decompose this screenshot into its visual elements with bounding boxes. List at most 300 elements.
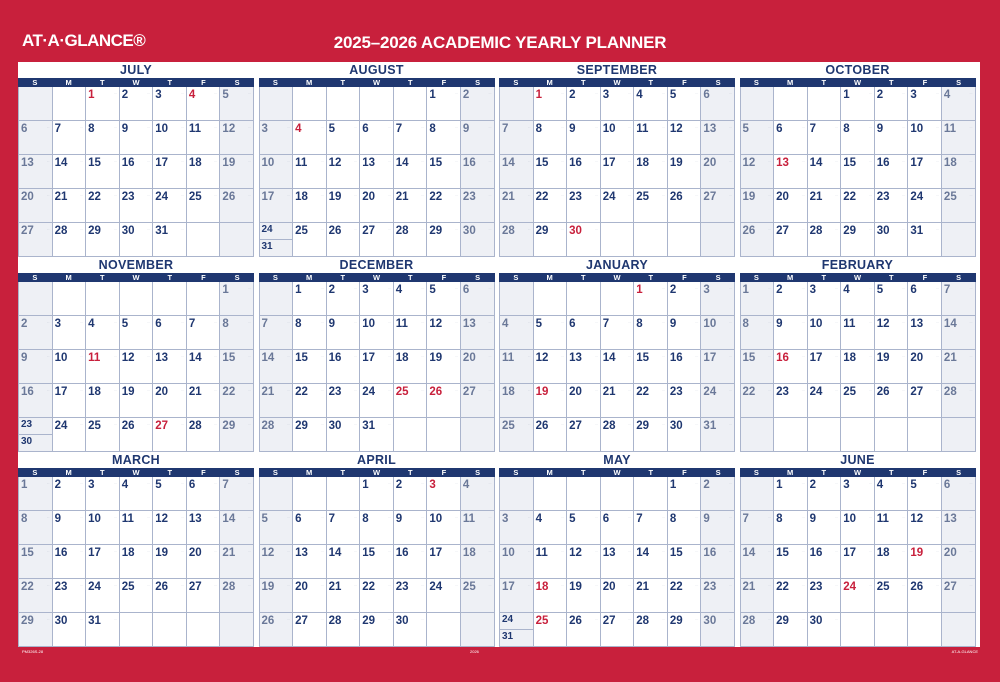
day-cell[interactable] xyxy=(86,223,120,257)
day-cell[interactable] xyxy=(567,350,601,384)
day-cell[interactable] xyxy=(461,121,495,155)
day-cell[interactable] xyxy=(841,477,875,511)
day-cell[interactable] xyxy=(360,223,394,257)
day-cell[interactable] xyxy=(634,545,668,579)
day-cell[interactable] xyxy=(120,316,154,350)
day-cell[interactable] xyxy=(534,189,568,223)
day-cell[interactable] xyxy=(668,384,702,418)
day-cell[interactable] xyxy=(461,384,495,418)
day-cell[interactable] xyxy=(567,282,601,316)
day-cell[interactable] xyxy=(601,350,635,384)
day-cell[interactable] xyxy=(86,155,120,189)
day-cell[interactable] xyxy=(601,121,635,155)
day-cell[interactable] xyxy=(461,418,495,452)
day-cell[interactable] xyxy=(601,477,635,511)
day-cell[interactable] xyxy=(461,282,495,316)
day-cell[interactable] xyxy=(534,384,568,418)
day-cell[interactable] xyxy=(293,155,327,189)
day-cell[interactable] xyxy=(187,579,221,613)
day-cell[interactable] xyxy=(427,545,461,579)
day-cell[interactable] xyxy=(774,418,808,452)
day-cell[interactable] xyxy=(153,121,187,155)
day-cell[interactable] xyxy=(327,350,361,384)
day-cell[interactable] xyxy=(19,418,53,452)
day-cell[interactable] xyxy=(53,418,87,452)
day-cell[interactable] xyxy=(153,155,187,189)
day-cell[interactable] xyxy=(701,384,735,418)
day-cell[interactable] xyxy=(187,282,221,316)
day-cell[interactable] xyxy=(841,121,875,155)
day-cell[interactable] xyxy=(701,477,735,511)
day-cell[interactable] xyxy=(741,477,775,511)
day-cell[interactable] xyxy=(601,155,635,189)
day-cell[interactable] xyxy=(601,189,635,223)
day-cell[interactable] xyxy=(187,155,221,189)
day-cell[interactable] xyxy=(601,418,635,452)
day-cell[interactable] xyxy=(875,545,909,579)
day-cell[interactable] xyxy=(942,350,976,384)
day-cell[interactable] xyxy=(841,316,875,350)
day-cell[interactable] xyxy=(120,511,154,545)
day-cell[interactable] xyxy=(461,613,495,647)
day-cell[interactable] xyxy=(908,477,942,511)
day-cell[interactable] xyxy=(701,316,735,350)
day-cell[interactable] xyxy=(668,316,702,350)
day-cell[interactable] xyxy=(427,282,461,316)
day-cell[interactable] xyxy=(841,87,875,121)
day-cell[interactable] xyxy=(774,155,808,189)
day-cell[interactable] xyxy=(461,316,495,350)
day-cell[interactable] xyxy=(908,384,942,418)
day-cell[interactable] xyxy=(327,545,361,579)
day-cell[interactable] xyxy=(567,223,601,257)
day-cell[interactable] xyxy=(260,384,294,418)
day-cell[interactable] xyxy=(86,121,120,155)
day-cell[interactable] xyxy=(942,282,976,316)
day-cell[interactable] xyxy=(220,189,254,223)
day-cell[interactable] xyxy=(427,579,461,613)
day-cell[interactable] xyxy=(942,579,976,613)
day-cell[interactable] xyxy=(153,350,187,384)
day-cell[interactable] xyxy=(601,87,635,121)
day-cell[interactable] xyxy=(394,384,428,418)
day-cell[interactable] xyxy=(774,579,808,613)
day-cell[interactable] xyxy=(808,282,842,316)
day-cell[interactable] xyxy=(701,579,735,613)
day-cell[interactable] xyxy=(394,418,428,452)
day-cell[interactable] xyxy=(634,418,668,452)
day-cell[interactable] xyxy=(841,613,875,647)
day-cell[interactable] xyxy=(427,189,461,223)
day-cell[interactable] xyxy=(534,121,568,155)
day-cell[interactable] xyxy=(327,87,361,121)
day-cell[interactable] xyxy=(601,316,635,350)
day-cell[interactable] xyxy=(942,121,976,155)
day-cell[interactable] xyxy=(260,477,294,511)
day-cell[interactable] xyxy=(875,282,909,316)
day-cell[interactable] xyxy=(461,87,495,121)
day-cell[interactable] xyxy=(942,384,976,418)
day-cell[interactable] xyxy=(293,384,327,418)
day-cell[interactable] xyxy=(394,316,428,350)
day-cell[interactable] xyxy=(908,121,942,155)
day-cell[interactable] xyxy=(293,121,327,155)
day-cell[interactable] xyxy=(875,613,909,647)
day-cell[interactable] xyxy=(53,87,87,121)
day-cell[interactable] xyxy=(260,155,294,189)
day-cell[interactable] xyxy=(120,579,154,613)
day-cell[interactable] xyxy=(427,511,461,545)
day-cell[interactable] xyxy=(53,316,87,350)
day-cell[interactable] xyxy=(220,87,254,121)
day-cell[interactable] xyxy=(220,511,254,545)
day-cell[interactable] xyxy=(875,316,909,350)
day-cell[interactable] xyxy=(668,545,702,579)
day-cell[interactable] xyxy=(360,477,394,511)
day-cell[interactable] xyxy=(461,155,495,189)
day-cell[interactable] xyxy=(875,579,909,613)
day-cell[interactable] xyxy=(461,477,495,511)
day-cell[interactable] xyxy=(875,155,909,189)
day-cell[interactable] xyxy=(808,511,842,545)
day-cell[interactable] xyxy=(394,189,428,223)
day-cell[interactable] xyxy=(461,511,495,545)
day-cell[interactable] xyxy=(260,350,294,384)
day-cell[interactable] xyxy=(19,511,53,545)
day-cell[interactable] xyxy=(701,511,735,545)
day-cell[interactable] xyxy=(808,350,842,384)
day-cell[interactable] xyxy=(668,579,702,613)
day-cell[interactable] xyxy=(534,350,568,384)
day-cell[interactable] xyxy=(534,579,568,613)
day-cell[interactable] xyxy=(327,477,361,511)
day-cell[interactable] xyxy=(360,613,394,647)
day-cell[interactable] xyxy=(327,189,361,223)
day-cell[interactable] xyxy=(908,545,942,579)
day-cell[interactable] xyxy=(260,87,294,121)
day-cell[interactable] xyxy=(53,613,87,647)
day-cell[interactable] xyxy=(875,223,909,257)
day-cell[interactable] xyxy=(327,384,361,418)
day-cell[interactable] xyxy=(875,87,909,121)
day-cell[interactable] xyxy=(220,545,254,579)
day-cell[interactable] xyxy=(534,511,568,545)
day-cell[interactable] xyxy=(19,121,53,155)
day-cell[interactable] xyxy=(427,384,461,418)
day-cell[interactable] xyxy=(908,418,942,452)
day-cell[interactable] xyxy=(701,155,735,189)
day-cell[interactable] xyxy=(567,189,601,223)
day-cell[interactable] xyxy=(260,189,294,223)
day-cell[interactable] xyxy=(120,350,154,384)
day-cell[interactable] xyxy=(120,282,154,316)
day-cell[interactable] xyxy=(942,418,976,452)
day-cell[interactable] xyxy=(841,384,875,418)
day-cell[interactable] xyxy=(668,223,702,257)
day-cell[interactable] xyxy=(427,121,461,155)
day-cell[interactable] xyxy=(187,223,221,257)
day-cell[interactable] xyxy=(187,87,221,121)
day-cell[interactable] xyxy=(634,121,668,155)
day-cell[interactable] xyxy=(741,384,775,418)
day-cell[interactable] xyxy=(220,579,254,613)
day-cell[interactable] xyxy=(86,477,120,511)
day-cell[interactable] xyxy=(53,282,87,316)
day-cell[interactable] xyxy=(19,350,53,384)
day-cell[interactable] xyxy=(86,350,120,384)
day-cell[interactable] xyxy=(567,511,601,545)
day-cell[interactable] xyxy=(741,316,775,350)
day-cell[interactable] xyxy=(220,282,254,316)
day-cell[interactable] xyxy=(500,579,534,613)
day-cell[interactable] xyxy=(293,189,327,223)
day-cell[interactable] xyxy=(86,418,120,452)
day-cell[interactable] xyxy=(774,121,808,155)
day-cell[interactable] xyxy=(394,121,428,155)
day-cell[interactable] xyxy=(19,477,53,511)
day-cell[interactable] xyxy=(120,418,154,452)
day-cell[interactable] xyxy=(360,155,394,189)
day-cell[interactable] xyxy=(808,155,842,189)
day-cell[interactable] xyxy=(701,189,735,223)
day-cell[interactable] xyxy=(500,189,534,223)
day-cell[interactable] xyxy=(567,316,601,350)
day-cell[interactable] xyxy=(153,282,187,316)
day-cell[interactable] xyxy=(427,223,461,257)
day-cell[interactable] xyxy=(741,282,775,316)
day-cell[interactable] xyxy=(500,316,534,350)
day-cell[interactable] xyxy=(360,545,394,579)
day-cell[interactable] xyxy=(120,384,154,418)
day-cell[interactable] xyxy=(260,579,294,613)
day-cell[interactable] xyxy=(187,511,221,545)
day-cell[interactable] xyxy=(327,511,361,545)
day-cell[interactable] xyxy=(875,511,909,545)
day-cell[interactable] xyxy=(153,87,187,121)
day-cell[interactable] xyxy=(394,511,428,545)
day-cell[interactable] xyxy=(293,511,327,545)
day-cell[interactable] xyxy=(908,223,942,257)
day-cell[interactable] xyxy=(942,613,976,647)
day-cell[interactable] xyxy=(668,511,702,545)
day-cell[interactable] xyxy=(601,579,635,613)
day-cell[interactable] xyxy=(293,579,327,613)
day-cell[interactable] xyxy=(220,316,254,350)
day-cell[interactable] xyxy=(634,511,668,545)
day-cell[interactable] xyxy=(774,316,808,350)
day-cell[interactable] xyxy=(187,121,221,155)
day-cell[interactable] xyxy=(774,511,808,545)
day-cell[interactable] xyxy=(567,87,601,121)
day-cell[interactable] xyxy=(908,350,942,384)
day-cell[interactable] xyxy=(120,121,154,155)
day-cell[interactable] xyxy=(327,579,361,613)
day-cell[interactable] xyxy=(668,282,702,316)
day-cell[interactable] xyxy=(701,545,735,579)
day-cell[interactable] xyxy=(500,121,534,155)
day-cell[interactable] xyxy=(19,613,53,647)
day-cell[interactable] xyxy=(360,121,394,155)
day-cell[interactable] xyxy=(567,384,601,418)
day-cell[interactable] xyxy=(942,316,976,350)
day-cell[interactable] xyxy=(567,155,601,189)
day-cell[interactable] xyxy=(327,223,361,257)
day-cell[interactable] xyxy=(153,511,187,545)
day-cell[interactable] xyxy=(534,613,568,647)
day-cell[interactable] xyxy=(187,189,221,223)
day-cell[interactable] xyxy=(293,316,327,350)
day-cell[interactable] xyxy=(741,87,775,121)
day-cell[interactable] xyxy=(260,282,294,316)
day-cell[interactable] xyxy=(220,155,254,189)
day-cell[interactable] xyxy=(461,223,495,257)
day-cell[interactable] xyxy=(741,223,775,257)
day-cell[interactable] xyxy=(875,189,909,223)
day-cell[interactable] xyxy=(187,418,221,452)
day-cell[interactable] xyxy=(427,350,461,384)
day-cell[interactable] xyxy=(942,189,976,223)
day-cell[interactable] xyxy=(86,316,120,350)
day-cell[interactable] xyxy=(567,579,601,613)
day-cell[interactable] xyxy=(327,613,361,647)
day-cell[interactable] xyxy=(668,418,702,452)
day-cell[interactable] xyxy=(427,87,461,121)
day-cell[interactable] xyxy=(634,189,668,223)
day-cell[interactable] xyxy=(774,87,808,121)
day-cell[interactable] xyxy=(86,579,120,613)
day-cell[interactable] xyxy=(808,477,842,511)
day-cell[interactable] xyxy=(293,545,327,579)
day-cell[interactable] xyxy=(120,545,154,579)
day-cell[interactable] xyxy=(875,384,909,418)
day-cell[interactable] xyxy=(808,87,842,121)
day-cell[interactable] xyxy=(841,579,875,613)
day-cell[interactable] xyxy=(774,350,808,384)
day-cell[interactable] xyxy=(701,418,735,452)
day-cell[interactable] xyxy=(360,189,394,223)
day-cell[interactable] xyxy=(634,155,668,189)
day-cell[interactable] xyxy=(668,613,702,647)
day-cell[interactable] xyxy=(908,579,942,613)
day-cell[interactable] xyxy=(500,545,534,579)
day-cell[interactable] xyxy=(567,477,601,511)
day-cell[interactable] xyxy=(668,350,702,384)
day-cell[interactable] xyxy=(220,223,254,257)
day-cell[interactable] xyxy=(908,511,942,545)
day-cell[interactable] xyxy=(601,511,635,545)
day-cell[interactable] xyxy=(153,189,187,223)
day-cell[interactable] xyxy=(534,87,568,121)
day-cell[interactable] xyxy=(701,223,735,257)
day-cell[interactable] xyxy=(567,418,601,452)
day-cell[interactable] xyxy=(741,189,775,223)
day-cell[interactable] xyxy=(741,579,775,613)
day-cell[interactable] xyxy=(601,384,635,418)
day-cell[interactable] xyxy=(19,223,53,257)
day-cell[interactable] xyxy=(427,316,461,350)
day-cell[interactable] xyxy=(293,87,327,121)
day-cell[interactable] xyxy=(567,613,601,647)
day-cell[interactable] xyxy=(601,613,635,647)
day-cell[interactable] xyxy=(774,282,808,316)
day-cell[interactable] xyxy=(774,545,808,579)
day-cell[interactable] xyxy=(534,282,568,316)
day-cell[interactable] xyxy=(741,545,775,579)
day-cell[interactable] xyxy=(741,350,775,384)
day-cell[interactable] xyxy=(53,223,87,257)
day-cell[interactable] xyxy=(634,282,668,316)
day-cell[interactable] xyxy=(86,384,120,418)
day-cell[interactable] xyxy=(360,350,394,384)
day-cell[interactable] xyxy=(360,511,394,545)
day-cell[interactable] xyxy=(500,350,534,384)
day-cell[interactable] xyxy=(427,418,461,452)
day-cell[interactable] xyxy=(360,418,394,452)
day-cell[interactable] xyxy=(741,155,775,189)
day-cell[interactable] xyxy=(53,350,87,384)
day-cell[interactable] xyxy=(634,223,668,257)
day-cell[interactable] xyxy=(808,613,842,647)
day-cell[interactable] xyxy=(841,545,875,579)
day-cell[interactable] xyxy=(908,282,942,316)
day-cell[interactable] xyxy=(187,350,221,384)
day-cell[interactable] xyxy=(394,87,428,121)
day-cell[interactable] xyxy=(394,282,428,316)
day-cell[interactable] xyxy=(220,418,254,452)
day-cell[interactable] xyxy=(461,545,495,579)
day-cell[interactable] xyxy=(841,418,875,452)
day-cell[interactable] xyxy=(153,384,187,418)
day-cell[interactable] xyxy=(427,155,461,189)
day-cell[interactable] xyxy=(461,189,495,223)
day-cell[interactable] xyxy=(634,350,668,384)
day-cell[interactable] xyxy=(86,87,120,121)
day-cell[interactable] xyxy=(942,545,976,579)
day-cell[interactable] xyxy=(601,282,635,316)
day-cell[interactable] xyxy=(427,477,461,511)
day-cell[interactable] xyxy=(360,384,394,418)
day-cell[interactable] xyxy=(461,579,495,613)
day-cell[interactable] xyxy=(86,282,120,316)
day-cell[interactable] xyxy=(360,579,394,613)
day-cell[interactable] xyxy=(841,511,875,545)
day-cell[interactable] xyxy=(875,418,909,452)
day-cell[interactable] xyxy=(293,613,327,647)
day-cell[interactable] xyxy=(86,613,120,647)
day-cell[interactable] xyxy=(841,155,875,189)
day-cell[interactable] xyxy=(701,613,735,647)
day-cell[interactable] xyxy=(942,477,976,511)
day-cell[interactable] xyxy=(774,384,808,418)
day-cell[interactable] xyxy=(634,477,668,511)
day-cell[interactable] xyxy=(500,418,534,452)
day-cell[interactable] xyxy=(86,189,120,223)
day-cell[interactable] xyxy=(220,613,254,647)
day-cell[interactable] xyxy=(500,613,534,647)
day-cell[interactable] xyxy=(53,579,87,613)
day-cell[interactable] xyxy=(327,282,361,316)
day-cell[interactable] xyxy=(500,87,534,121)
day-cell[interactable] xyxy=(120,189,154,223)
day-cell[interactable] xyxy=(808,121,842,155)
day-cell[interactable] xyxy=(808,545,842,579)
day-cell[interactable] xyxy=(187,545,221,579)
day-cell[interactable] xyxy=(808,223,842,257)
day-cell[interactable] xyxy=(260,511,294,545)
day-cell[interactable] xyxy=(942,511,976,545)
day-cell[interactable] xyxy=(53,545,87,579)
day-cell[interactable] xyxy=(53,121,87,155)
